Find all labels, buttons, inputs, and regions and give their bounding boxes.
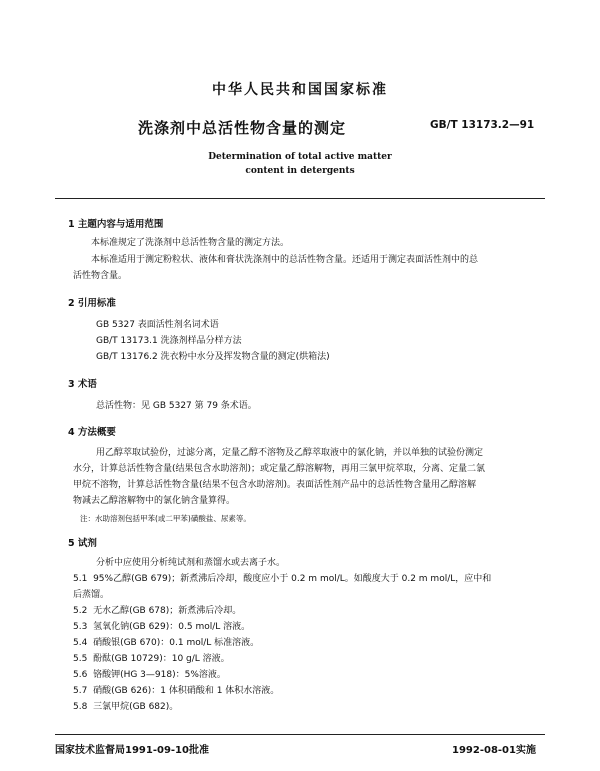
- reference-3: GB/T 13176.2 洗衣粉中水分及挥发物含量的测定(烘箱法): [96, 352, 330, 362]
- section-1-paragraph-1: 本标准规定了洗涤剂中总活性物含量的测定方法。: [91, 238, 290, 248]
- implementation-date: 1992-08-01实施: [452, 745, 536, 756]
- reagent-number: 5.4: [73, 638, 88, 648]
- section-4-line-1: 用乙醇萃取试验份，过滤分离，定量乙醇不溶物及乙醇萃取液中的氯化钠，并以单独的试验份测定: [96, 448, 484, 458]
- reagent-number: 5.5: [73, 654, 88, 664]
- reagent-text: 三氯甲烷(GB 682)。: [93, 702, 179, 712]
- reagent-number: 5.7: [73, 686, 88, 696]
- reagent-item-continuation: 后蒸馏。: [73, 590, 110, 600]
- section-1-paragraph-2-line-2: 活性物含量。: [73, 271, 128, 281]
- reagent-item: [73, 653, 230, 665]
- reagent-item: [73, 573, 491, 585]
- approval-date: 国家技术监督局1991-09-10批准: [55, 745, 209, 756]
- reagent-item: [73, 621, 250, 633]
- reagent-text: 无水乙醇(GB 678)；新煮沸后冷却。: [93, 606, 242, 616]
- reagent-item: [73, 701, 178, 713]
- reagent-text: 酚酞(GB 10729)：10 g/L 溶液。: [93, 654, 230, 664]
- section-4-heading: 4 方法概要: [68, 427, 116, 438]
- reagent-text: 铬酸钾(HG 3—918)：5%溶液。: [93, 670, 226, 680]
- section-4-line-3: 甲烷不溶物，计算总活性物含量(结果不包含水助溶剂)。表面活性剂产品中的总活性物含量用乙醇溶解: [73, 480, 477, 490]
- english-title-line-2: content in detergents: [245, 166, 355, 176]
- header-divider: [55, 198, 545, 199]
- section-3-heading: 3 术语: [68, 379, 97, 390]
- document-title: 洗涤剂中总活性物含量的测定: [138, 119, 347, 137]
- section-5-heading: 5 试剂: [68, 538, 97, 549]
- reagent-item: [73, 669, 226, 681]
- section-1-heading: 1 主题内容与适用范围: [68, 219, 164, 230]
- section-5-intro: 分析中应使用分析纯试剂和蒸馏水或去离子水。: [96, 558, 286, 568]
- section-3-paragraph: 总活性物：见 GB 5327 第 79 条术语。: [96, 401, 257, 411]
- reagent-text: 硝酸(GB 626)：1 体积硝酸和 1 体积水溶液。: [93, 686, 280, 696]
- reagent-item: [73, 685, 279, 697]
- reagent-number: 5.1: [73, 574, 88, 584]
- standard-number: GB/T 13173.2—91: [430, 119, 535, 131]
- reagent-item: [73, 605, 241, 617]
- section-4-line-4: 物减去乙醇溶解物中的氯化钠含量算得。: [73, 496, 236, 506]
- reagent-number: 5.6: [73, 670, 88, 680]
- reagent-number: 5.2: [73, 606, 88, 616]
- national-standard-heading: 中华人民共和国国家标准: [212, 82, 388, 98]
- footer-divider: [55, 734, 545, 735]
- section-4-note: 注：水助溶剂包括甲苯(或二甲苯)磺酸盐、尿素等。: [80, 514, 251, 523]
- reagent-text: 95%乙醇(GB 679)；新煮沸后冷却，酸度应小于 0.2 m mol/L。如酸度大于 0.2 m mol/L，应中和: [93, 574, 492, 584]
- english-title-line-1: Determination of total active matter: [208, 152, 392, 162]
- section-2-heading: 2 引用标准: [68, 298, 116, 309]
- reagent-text: 硝酸银(GB 670)：0.1 mol/L 标准溶液。: [93, 638, 260, 648]
- reference-1: GB 5327 表面活性剂名词术语: [96, 320, 219, 330]
- reference-2: GB/T 13173.1 洗涤剂样品分样方法: [96, 336, 242, 346]
- reagent-text: 氢氧化钠(GB 629)：0.5 mol/L 溶液。: [93, 622, 251, 632]
- section-4-line-2: 水分，计算总活性物含量(结果包含水助溶剂)；或定量乙醇溶解物，再用三氯甲烷萃取，分离、定量二氯: [73, 464, 486, 474]
- reagent-number: 5.8: [73, 702, 88, 712]
- section-1-paragraph-2-line-1: 本标准适用于测定粉粒状、液体和膏状洗涤剂中的总活性物含量。还适用于测定表面活性剂中的总: [91, 255, 479, 265]
- reagent-item: [73, 637, 259, 649]
- reagent-number: 5.3: [73, 622, 88, 632]
